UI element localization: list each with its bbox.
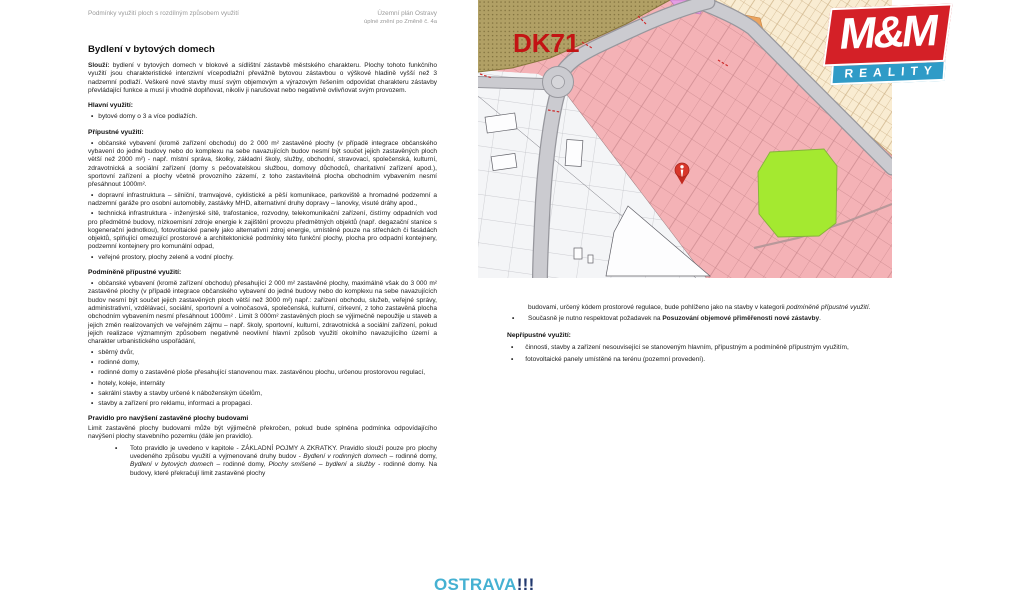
- bullet-text: Současně je nutno respektovat požadavek na: [528, 314, 663, 322]
- bullet-item: [507, 314, 891, 324]
- bullet-item: • sběrný dvůr,: [88, 349, 437, 357]
- mm-reality-logo: [823, 4, 950, 86]
- bullet-text: .: [819, 314, 821, 322]
- header-right-title: [364, 10, 437, 26]
- section-title: Bydlení v bytových domech: [88, 44, 215, 55]
- header-left-title: Podmínky využití ploch s rozdílným způsobem využití: [88, 10, 239, 17]
- bullet-item: • bytové domy o 3 a více podlažích.: [88, 113, 437, 121]
- bullet-item: • sakrální stavby a stavby určené k náboženským účelům,: [88, 390, 437, 398]
- rule-intro: Limit zastavěné plochy budovami může být výjimečně překročen, pokud bude splněna podmínka odpovídajícího navýšení plochy stavebního pozemku (dále jen pravidlo).: [88, 424, 437, 441]
- heading-main-use: Hlavní využití:: [88, 102, 133, 110]
- roundabout: [543, 67, 574, 98]
- continuation-paragraph: [528, 303, 891, 313]
- page-header: [88, 10, 437, 26]
- heading-rule: Pravidlo pro navýšení zastavěné plochy budovami: [88, 415, 249, 423]
- heading-impermissible-use: Nepřípustné využití:: [507, 331, 571, 339]
- bullet-item: • technická infrastruktura - inženýrské sítě, trafostanice, rozvodny, telekomunikační zařízení, čistírny odpadních vod pro předmětné budovy, nízkoemisní zdroje energie k zajištění provozu předmětných objektů (např. degazační stanice s kogenerační jednotkou), fotovoltaické panely jako alternativní zdroj energie, umístěné pouze na střechách či fasádách objektů, splňující omezující prostorové a architektonické podmínky této funkční plochy, plocha pro odpadní kontejnery, podzemní kontejnery pro komunální odpad,: [88, 210, 437, 252]
- rule-italic: Bydlení v bytových domech: [130, 461, 214, 469]
- bullet-bold: Posuzování objemové přiměřenosti nové zástavby: [662, 314, 820, 322]
- serves-label: Slouží:: [88, 62, 110, 70]
- mm-logo-reality-bar: REALITY: [830, 60, 945, 85]
- heading-permitted-use: Přípustné využití:: [88, 128, 144, 136]
- rule-text: - rodinné domy. Na budovy, které překračují limit zastavěné plochy: [130, 461, 437, 477]
- serves-text: bydlení v bytových domech v blokové a sídlištní zástavbě městského charakteru. Plochy tohoto funkčního využití jsou charakteristické intenzivní vícepodlažní převážně bytovou zástavbou o výškové hladině vyšší než 3 nadzemní podlaží. Veškeré nové stavby musí svým objemovým a výrazovým řešením odpovídat charakteru zástavby převládající funkce a musí ji vhodně doplňovat, nikoliv ji narušovat nebo negativně ovlivňovat svým provozem.: [88, 62, 437, 95]
- bullet-item: • veřejné prostory, plochy zeleně a vodní plochy.: [88, 254, 437, 262]
- ostrava-logo-exclamations: !!!: [516, 575, 535, 594]
- bullet-item: • rodinné domy o zastavěné ploše přesahující stanovenou max. zastavěnou plochu, určenou prostorovou regulací,: [88, 369, 437, 377]
- bullet-item: • fotovoltaické panely umístěné na terénu (pozemní provedení).: [507, 355, 891, 365]
- rule-italic: Plochy smíšené – bydlení a služby: [268, 461, 376, 469]
- continuation-text: budovami, určený kódem prostorové regulace, bude pohlíženo jako na stavby v kategorii: [528, 304, 787, 311]
- bullet-item: • rodinné domy,: [88, 359, 437, 367]
- ostrava-logo: [434, 575, 535, 595]
- highlighted-green-plot: [758, 149, 837, 237]
- ostrava-logo-text: OSTRAVA: [434, 575, 517, 594]
- rule-text: Toto pravidlo je uvedeno v kapitole - ZÁKLADNÍ POJMY A ZKRATKY. Pravidlo slouží pouze pro plochy uvedeného způsobu využití a vyjmenované druhy budov -: [130, 444, 437, 460]
- document-right-column: [507, 303, 891, 367]
- rule-text: – rodinné domy,: [387, 452, 438, 460]
- heading-conditionally-permitted-use: Podmíněně přípustné využití:: [88, 269, 182, 277]
- bullet-item: • občanské vybavení (kromě zařízení obchodu) do 2 000 m² zastavěné plochy (v případě integrace občanského vybavení do jedné budovy nebo do komplexu na sebe navazujících budov nesmí být součet jejich zastavěných ploch větší než 2000 m²) - např. místní správa, školky, základní školy, služby, obchodní, stravovací, společenská, kulturní, zdravotnická a sociální zařízení (domy s pečovatelskou službou, domovy důchodců, charitativní zařízení apod.), sportovní zařízení a plochy včetně provozního zázemí, z toho zastavitelná plocha obchodním vybavením nesmí přesáhnout 1000m².: [88, 140, 437, 190]
- document-left-column: [88, 44, 437, 478]
- zone-label: DK71: [513, 28, 580, 58]
- rule-text: – rodinné domy,: [213, 461, 269, 469]
- bullet-item: • občanské vybavení (kromě zařízení obchodu) přesahující 2 000 m² zastavěné plochy, maximálně však do 3 000 m² zastavěné plochy (v případě integrace občanského vybavení do jedné budovy nebo do komplexu na sebe navazujících budov nesmí být součet jejich zastavěných ploch větší než 3000 m²) např.: zařízení obchodu, služeb, veřejné správy, administrativní, vzdělávací, sociální, sportovní a volnočasová, společenská, kulturní, církevní, z toho zastavěná plocha obchodním vybavením nesmí přesáhnout 1000m² . Limit 3 000m² zastavěných ploch se výjimečně nepoužije u staveb a jejich změn realizovaných ve veřejném zájmu – např. školy, sportovní, kulturní, zdravotnická a sociální zařízení, pokud jejich realizace významným způsobem negativně neovlivní hlavní způsob využití okolního navazujícího území a charakter urbanistického uspořádání,: [88, 280, 437, 347]
- bullet-item: • dopravní infrastruktura – silniční, tramvajové, cyklistické a pěší komunikace, parkoviště a hromadné podzemní a nadzemní garáže pro osobní automobily, zastávky MHD, alternativní druhy dopravy – lanovky, visuté dráhy apod.,: [88, 192, 437, 209]
- bullet-item: • stavby a zařízení pro reklamu, informaci a propagaci.: [88, 400, 437, 408]
- serves-paragraph: [88, 62, 437, 95]
- bullet-item: [88, 445, 437, 478]
- bullet-item: • hotely, koleje, internáty: [88, 380, 437, 388]
- rule-italic: Bydlení v rodinných domech: [303, 452, 388, 460]
- continuation-italic: podmíněně přípustné využití.: [786, 304, 871, 311]
- mm-logo-mark: M&M: [823, 3, 953, 66]
- bullet-item: • činnosti, stavby a zařízení nesouvisející se stanoveným hlavním, přípustným a podmíněně přípustným využitím,: [507, 343, 891, 353]
- plan-name: Územní plán Ostravy: [377, 10, 437, 17]
- plan-version: úplné znění po Změně č. 4a: [363, 19, 437, 25]
